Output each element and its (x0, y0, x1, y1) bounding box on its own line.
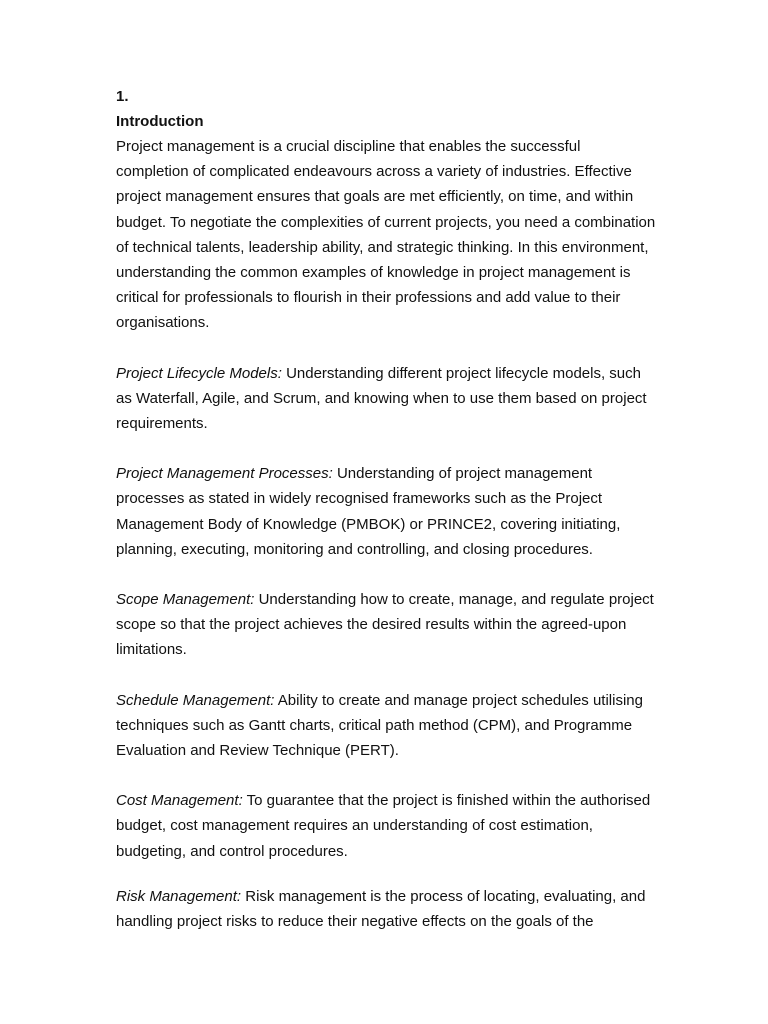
item-term: Schedule Management: (116, 691, 275, 709)
item-term: Scope Management: (116, 591, 255, 609)
document-body (116, 84, 656, 959)
item-term: Risk Management: (116, 887, 242, 905)
section-title: Introduction (116, 113, 204, 130)
item-term: Project Management Processes: (116, 465, 333, 483)
item-text: Understanding different project lifecycle models, such as Waterfall, Agile, and Scrum, and knowing when to use them based on project requirements. (116, 364, 647, 433)
item-term: Project Lifecycle Models: (116, 364, 282, 382)
knowledge-item-scope-management (116, 587, 656, 663)
intro-paragraph: Project management is a crucial discipline that enables the successful completion of complicated endeavours across a variety of industries. Effective project management ensures that goals are met efficiently, on time, and within budget. To negotiate the complexities of current projects, you need a combination of technical talents, leadership ability, and strategic thinking. In this environment, understanding the common examples of knowledge in project management is critical for professionals to flourish in their professions and add value to their organisations. (116, 138, 656, 332)
knowledge-item-risk-management (116, 884, 656, 934)
item-text: Understanding of project management processes as stated in widely recognised frameworks such as the Project Management Body of Knowledge (PMBOK) or PRINCE2, covering initiating, planning, executing, monitoring and controlling, and closing procedures. (116, 465, 621, 558)
knowledge-item-management-processes (116, 461, 656, 562)
item-text: To guarantee that the project is finished within the authorised budget, cost management requires an understanding of cost estimation, budgeting, and control procedures. (116, 792, 651, 860)
knowledge-item-lifecycle-models (116, 361, 656, 437)
item-text: Understanding how to create, manage, and regulate project scope so that the project achieves the desired results within the agreed-upon limitations. (116, 591, 654, 659)
knowledge-item-schedule-management (116, 688, 656, 764)
item-term: Cost Management: (116, 792, 243, 810)
item-text: Risk management is the process of locating, evaluating, and handling project risks to reduce their negative effects on the goals of the (116, 887, 646, 931)
knowledge-item-cost-management (116, 788, 656, 864)
item-text: Ability to create and manage project schedules utilising techniques such as Gantt charts, critical path method (CPM), and Programme Evaluation and Review Technique (PERT). (116, 691, 643, 760)
section-number: 1. (116, 88, 129, 105)
